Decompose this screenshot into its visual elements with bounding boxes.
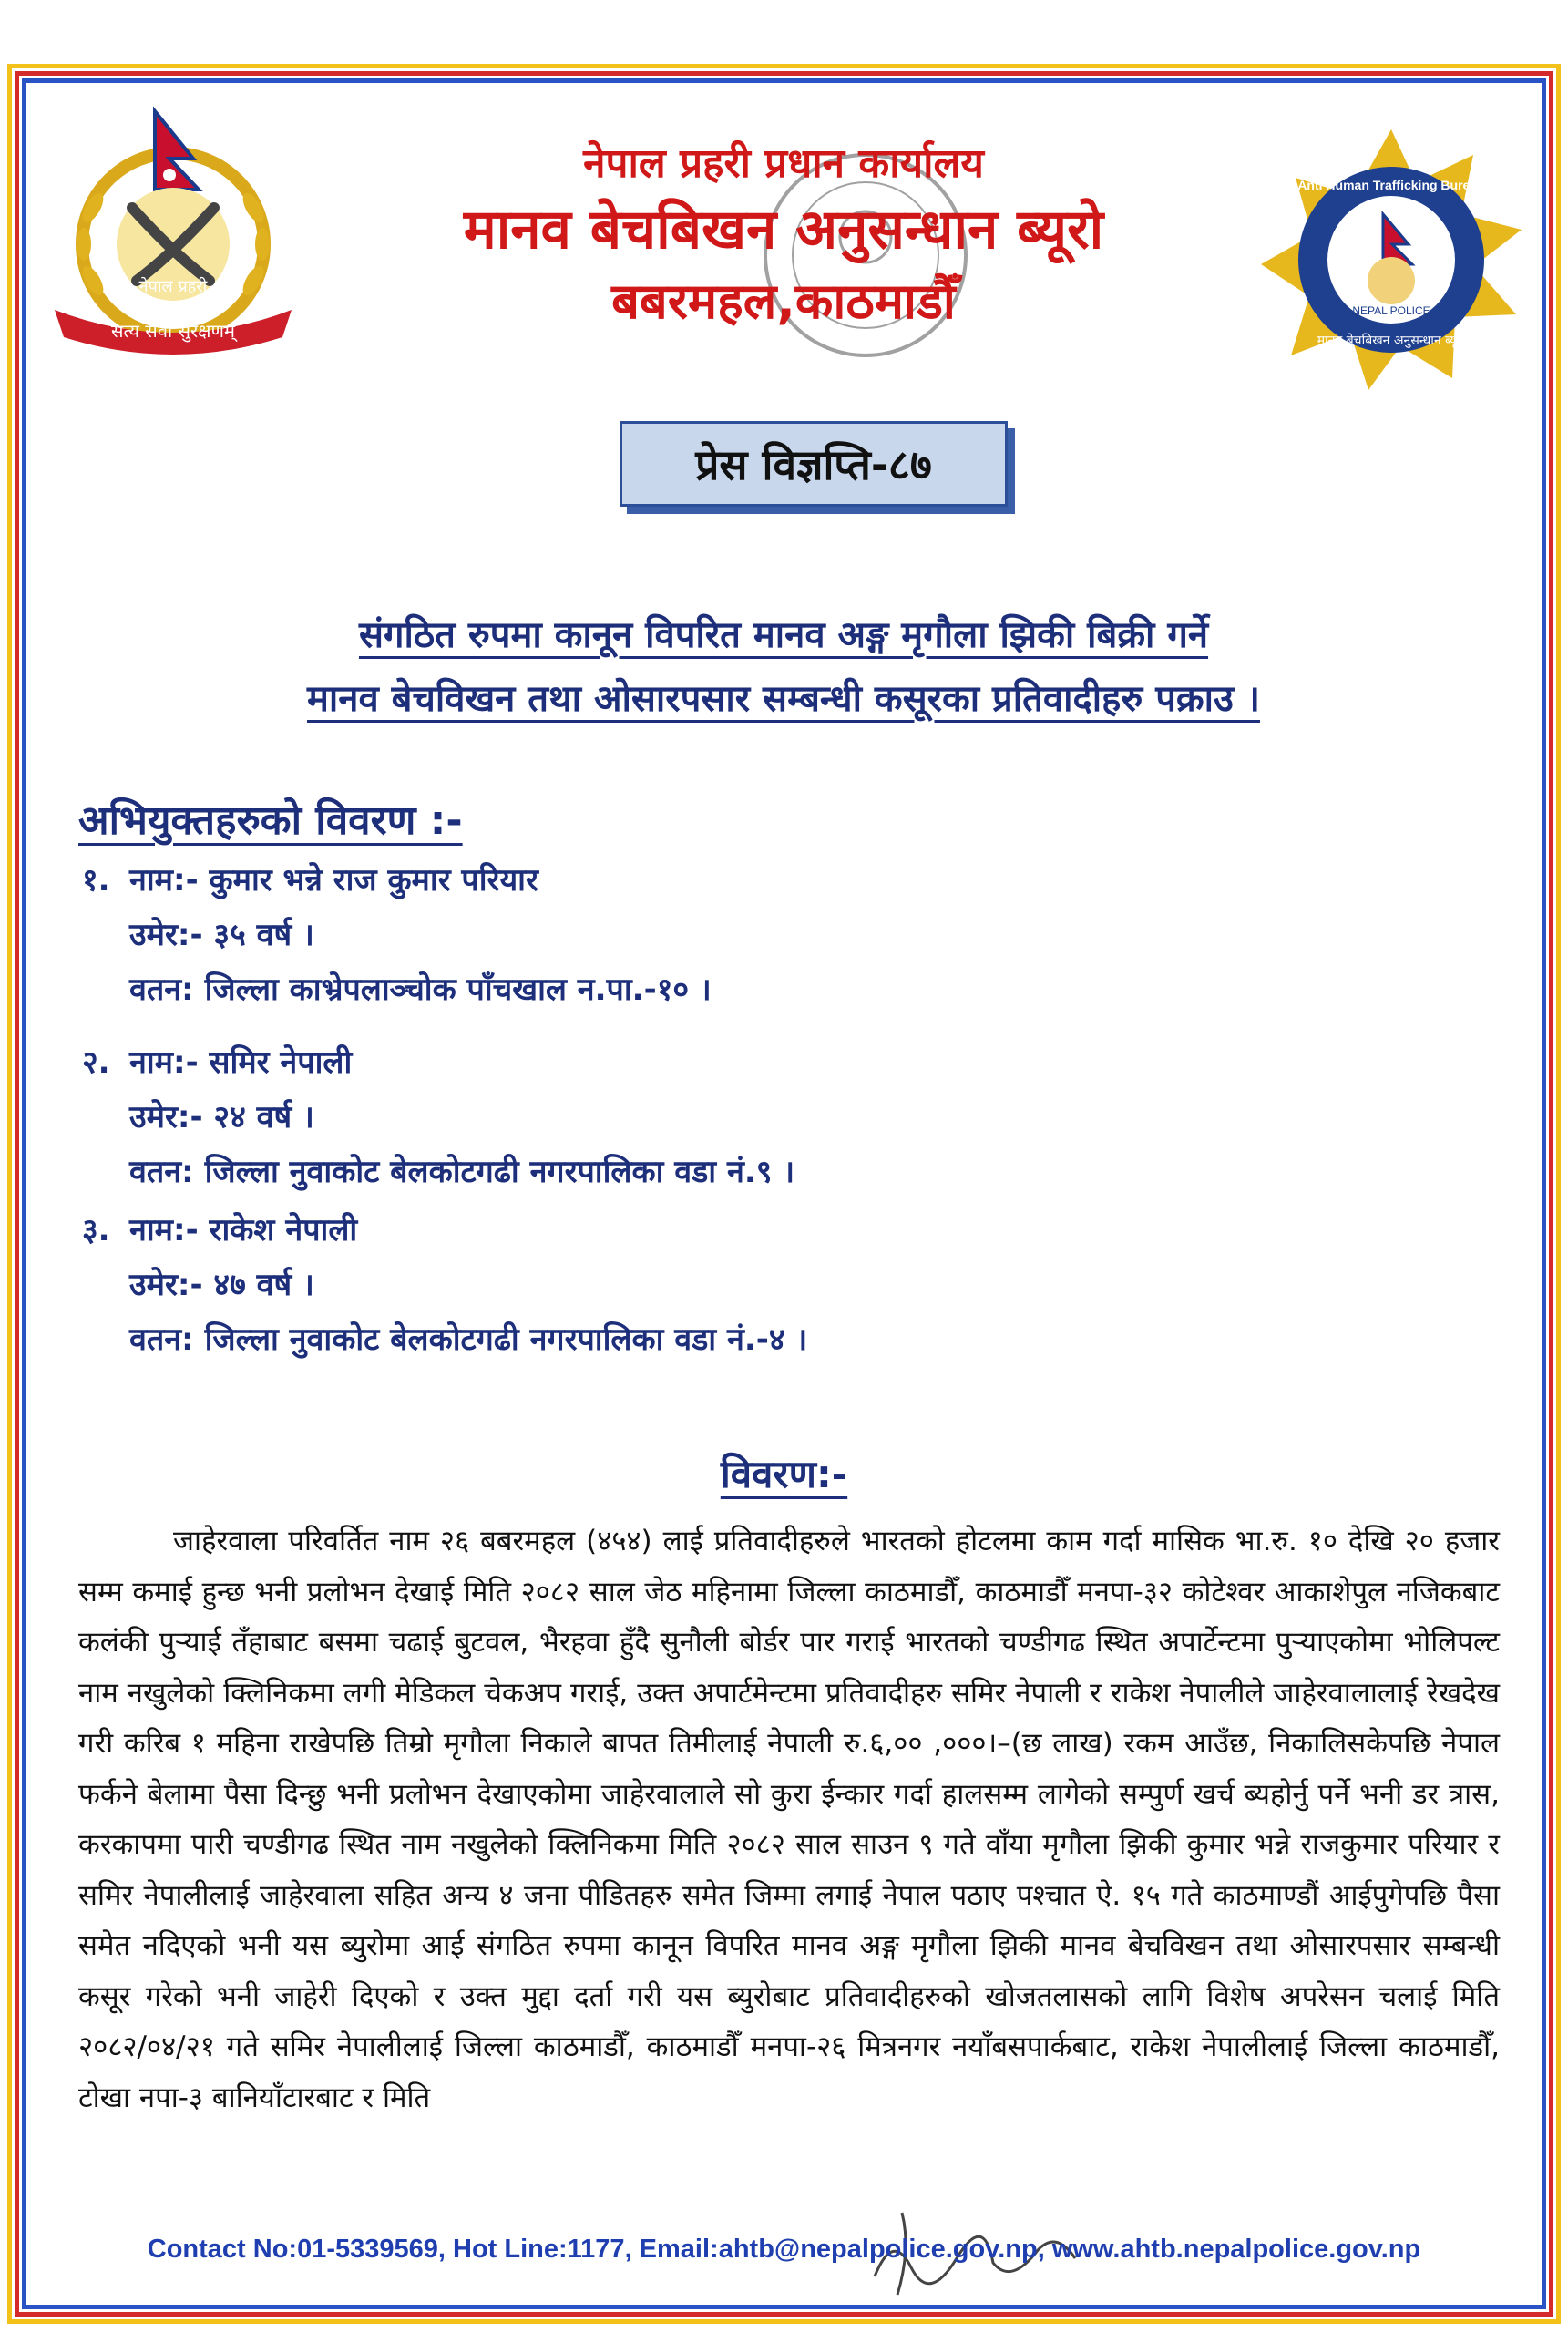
accused-3-name: नाम:- राकेश नेपाली: [129, 1212, 358, 1249]
logo-right-ring-bottom: मानव बेचबिखन अनुसन्धान ब्यूरो: [1317, 334, 1466, 348]
details-body: जाहेरवाला परिवर्तित नाम २६ बबरमहल (४५४) लाई प्रतिवादीहरुले भारतको होटलमा काम गर्दा मासिक भा.रु. १० देखि २० हजार सम्म कमाई हुन्छ भनी प्रलोभन देखाई मिति २०८२ साल जेठ महिनामा जिल्ला काठमाडौँ, काठमाडौँ मनपा-३२ कोटेश्वर आकाशेपुल नजिकबाट कलंकी पुऱ्याई तँहाबाट बसमा चढाई बुटवल, भैरहवा हुँदै सुनौली बोर्डर पार गराई भारतको चण्डीगढ स्थित अपार्टेन्टमा पुऱ्याएकोमा भोलिपल्ट नाम नखुलेको क्लिनिकमा लगी मेडिकल चेकअप गराई, उक्त अपार्टमेन्टमा प्रतिवादीहरु समिर नेपाली र राकेश नेपालीले जाहेरवालालाई रेखदेख गरी करिब १ महिना राखेपछि तिम्रो मृगौला निकाले बापत तिमीलाई नेपाली रु.६,०० ,०००।–(छ लाख) रकम आउँछ, निकालिसकेपछि नेपाल फर्कने बेलामा पैसा दिन्छु भनी प्रलोभन देखाएकोमा जाहेरवालाले सो कुरा ईन्कार गर्दा हालसम्म लागेको सम्पुर्ण खर्च ब्यहोर्नु पर्ने भनी डर त्रास, करकापमा पारी चण्डीगढ स्थित नाम नखुलेको क्लिनिकमा मिति २०८२ साल साउन ९ गते वाँया मृगौला झिकी कुमार भन्ने राजकुमार परियार र समिर नेपालीलाई जाहेरवाला सहित अन्य ४ जना पीडितहरु समेत जिम्मा लगाई नेपाल पठाए पश्चात ऐ. १५ गते काठमाण्डौं आईपुगेपछि पैसा समेत नदिएको भनी यस ब्युरोमा आई संगठित रुपमा कानून विपरित मानव अङ्ग मृगौला झिकी मानव बेचविखन तथा ओसारपसार सम्बन्धी कसूर गरेको भनी जाहेरी दिएको र उक्त मुद्दा दर्ता गरी यस ब्युरोबाट प्रतिवादीहरुको खोजतलासको लागि विशेष अपरेसन चलाई मिति २०८२/०४/२१ गते समिर नेपालीलाई जिल्ला काठमाडौँ, काठमाडौँ मनपा-२६ मित्रनगर नयाँबसपार्कबाट, राकेश नेपालीलाई जिल्ला काठमाडौँ, टोखा नपा-३ बानियाँटारबाट र मिति: [78, 1525, 1500, 2114]
footer-contact: Contact No:01-5339569, Hot Line:1177, Email:ahtb@nepalpolice.gov.np, www.ahtb.nepalpolice.gov.np: [147, 2235, 1421, 2264]
accused-heading: अभियुक्तहरुको विवरण :-: [78, 797, 463, 844]
accused-2-age: उमेर:- २४ वर्ष ।: [129, 1099, 314, 1136]
accused-3: [82, 1203, 807, 1367]
release-title: [109, 603, 1458, 731]
title-line-2: मानव बेचविखन तथा ओसारपसार सम्बन्धी कसूरका प्रतिवादीहरु पक्राउ ।: [306, 678, 1261, 720]
press-release-box: प्रेस विज्ञप्ति-८७: [620, 421, 1008, 507]
accused-2-num: २.: [82, 1044, 110, 1081]
header-bureau: मानव बेचबिखन अनुसन्धान ब्यूरो: [463, 198, 1104, 262]
logo-right-inner: NEPAL POLICE: [1352, 304, 1430, 317]
nepal-police-logo: [36, 98, 301, 363]
accused-3-age: उमेर:- ४७ वर्ष ।: [129, 1267, 314, 1303]
accused-1: [82, 853, 712, 1017]
accused-2-name: नाम:- समिर नेपाली: [129, 1044, 353, 1081]
accused-1-address: वतन: जिल्ला काभ्रेपलाञ्चोक पाँचखाल न.पा.-१० ।: [129, 971, 712, 1008]
title-line-1: संगठित रुपमा कानून विपरित मानव अङ्ग मृगौला झिकी बिक्री गर्ने: [358, 614, 1209, 656]
accused-1-num: १.: [82, 862, 110, 899]
header-location: बबरमहल,काठमाडौँ: [611, 272, 956, 330]
accused-1-name: नाम:- कुमार भन्ने राज कुमार परियार: [129, 862, 538, 899]
details-heading: विवरण:-: [720, 1452, 848, 1496]
logo-left-top-text: नेपाल प्रहरी: [138, 277, 208, 296]
accused-1-age: उमेर:- ३५ वर्ष ।: [129, 917, 314, 953]
accused-2: [82, 1035, 794, 1199]
accused-3-address: वतन: जिल्ला नुवाकोट बेलकोटगढी नगरपालिका वडा नं.-४ ।: [129, 1321, 808, 1358]
logo-left-bottom-text: सत्य सेवा सुरक्षणम्: [111, 320, 235, 342]
ahtb-logo: [1259, 128, 1523, 392]
header-office: नेपाल प्रहरी प्रधान कार्यालय: [583, 140, 984, 187]
header: [383, 137, 1184, 335]
logo-right-ring-top: Anti Human Trafficking Bureau: [1297, 178, 1485, 192]
accused-3-num: ३.: [82, 1212, 110, 1249]
accused-2-address: वतन: जिल्ला नुवाकोट बेलकोटगढी नगरपालिका वडा नं.९ ।: [129, 1154, 795, 1190]
